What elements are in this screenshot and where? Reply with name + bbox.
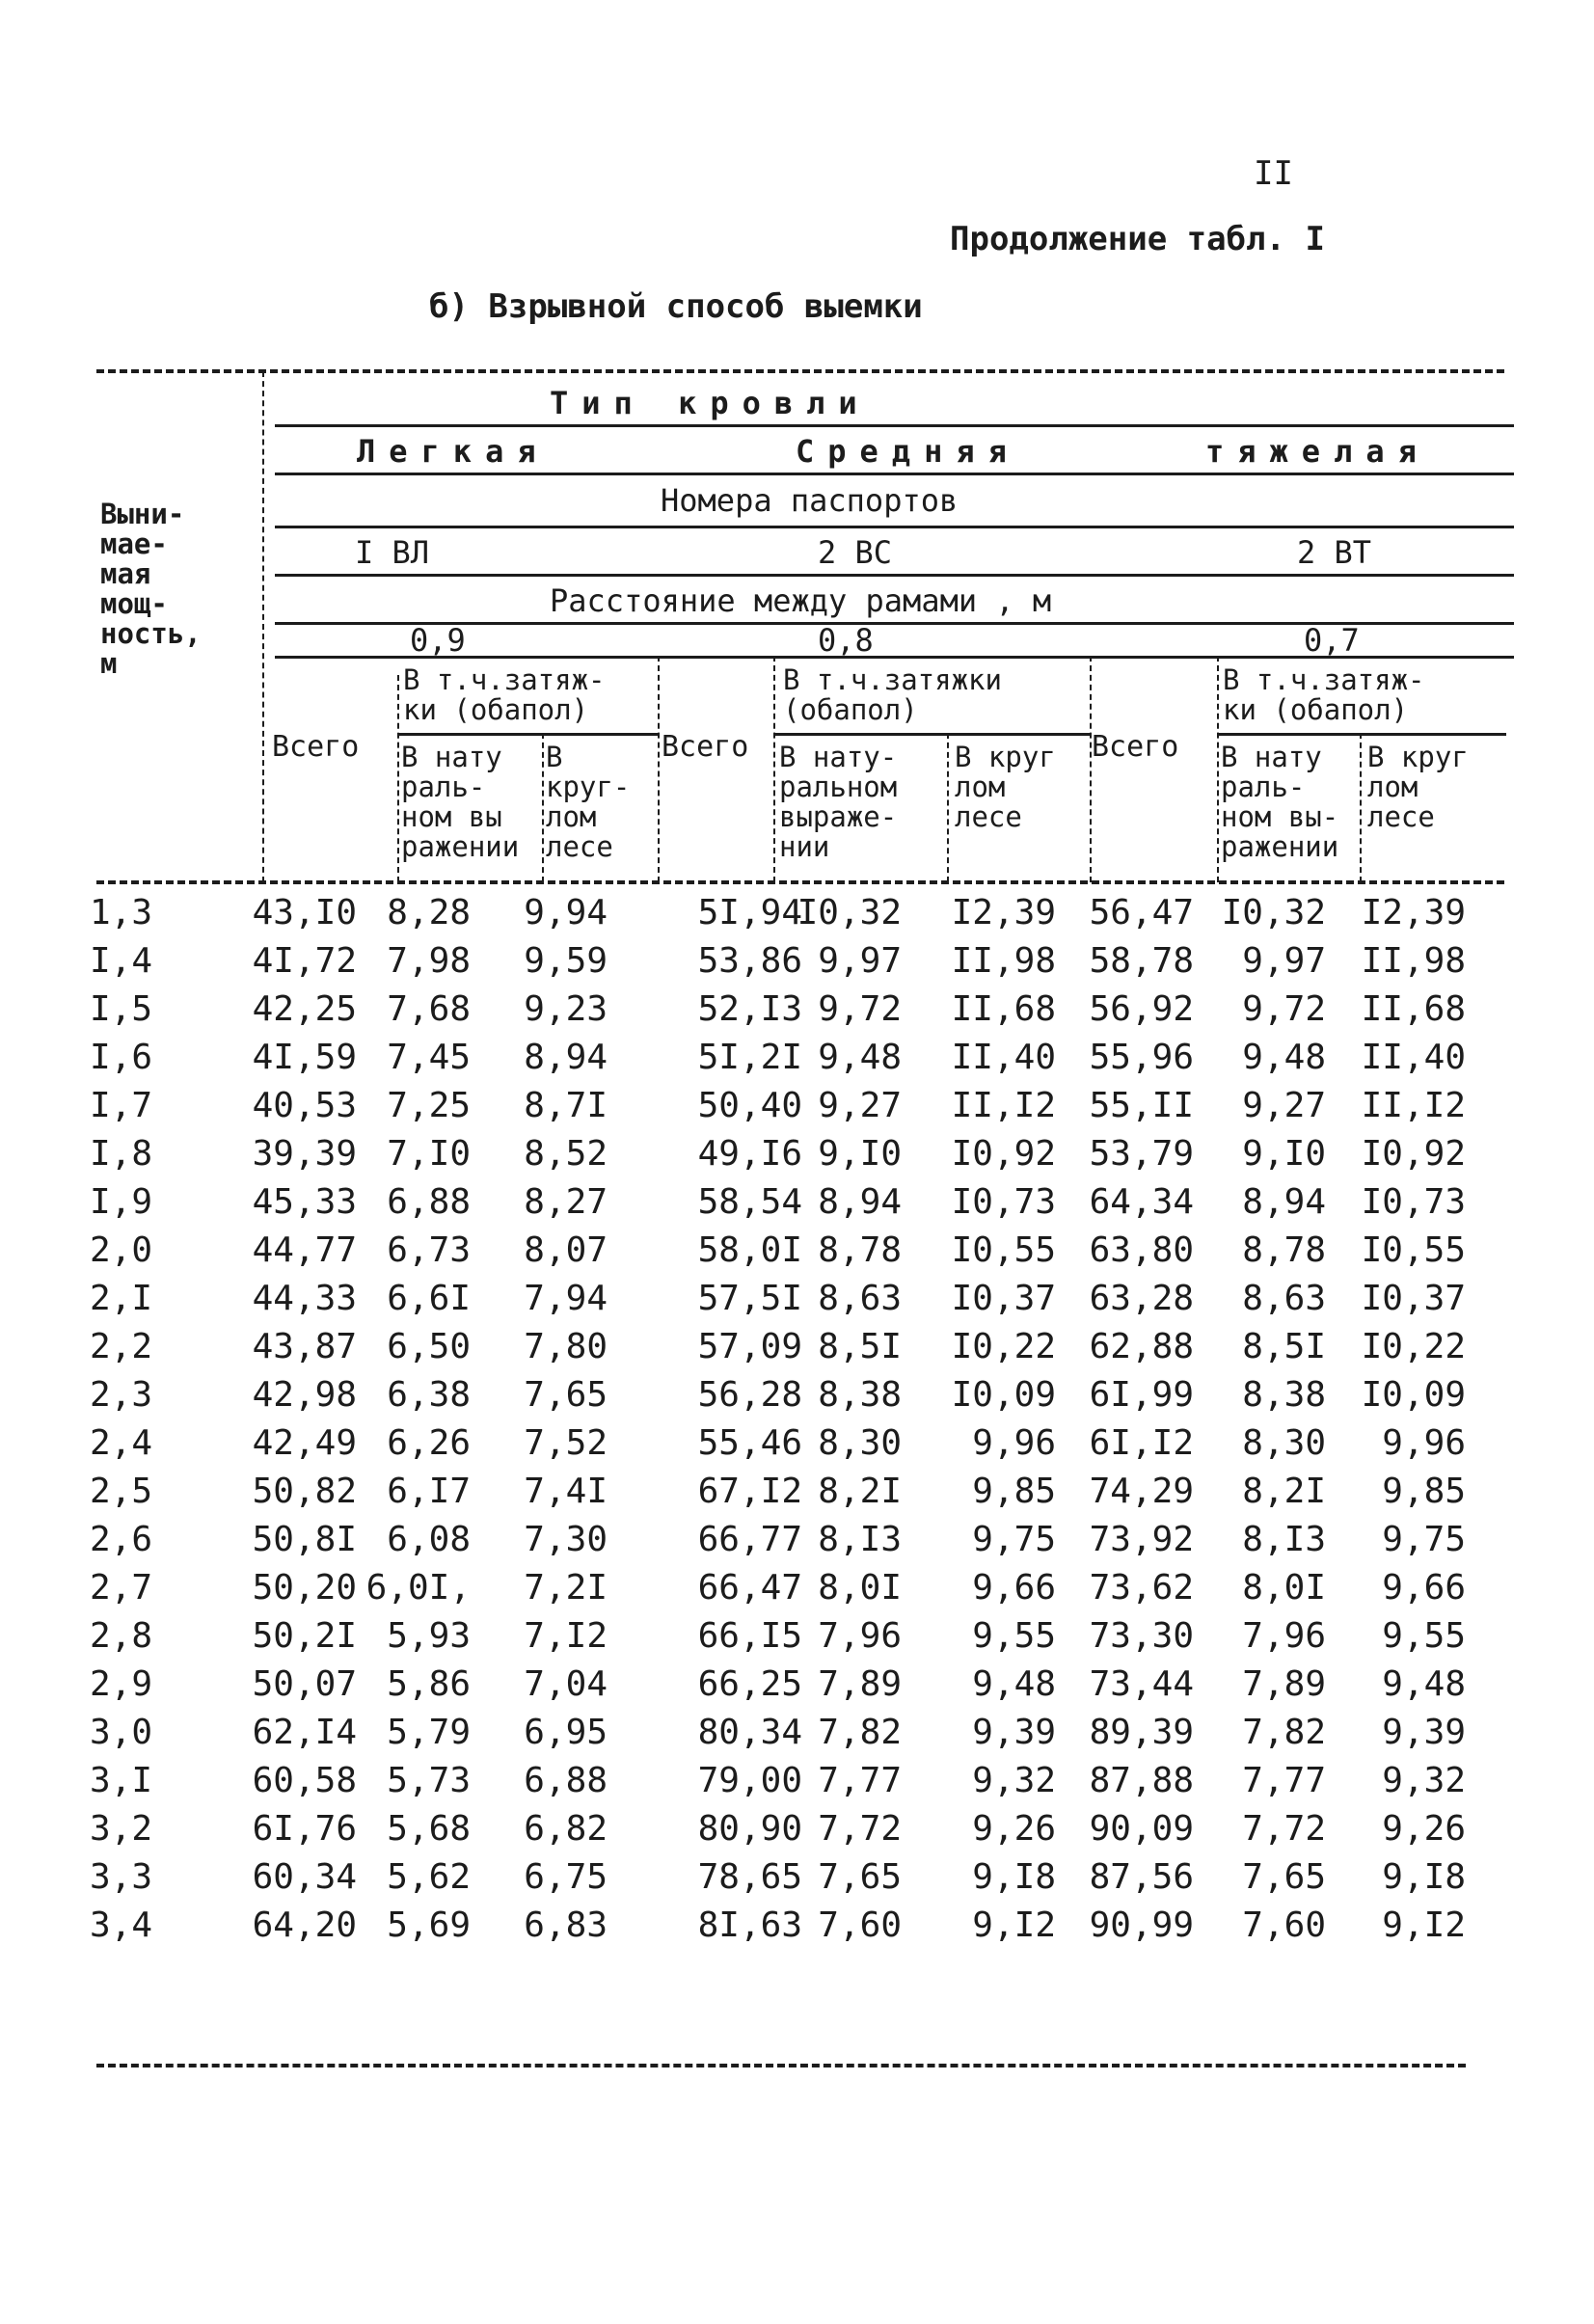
cell-total-3: 62,88 xyxy=(1089,1327,1194,1366)
header-divider xyxy=(1360,733,1362,882)
cell-natural-1: 6,26 xyxy=(387,1423,471,1463)
cell-natural-2: 8,5I xyxy=(818,1327,902,1366)
header-divider xyxy=(1217,656,1219,882)
cell-natural-2: 9,48 xyxy=(818,1038,902,1077)
cell-natural-3: 7,77 xyxy=(1242,1761,1326,1800)
cell-total-2: 5I,94 xyxy=(697,893,802,932)
header-divider xyxy=(542,733,544,882)
cell-round-2: 9,39 xyxy=(972,1713,1056,1752)
header-distance-2: 0,8 xyxy=(818,622,874,659)
cell-natural-2: 9,I0 xyxy=(818,1134,902,1174)
cell-round-1: 6,75 xyxy=(524,1857,608,1897)
cell-natural-1: 6,I7 xyxy=(387,1472,471,1511)
cell-round-1: 6,83 xyxy=(524,1905,608,1945)
table-row xyxy=(0,1757,1594,1805)
cell-thickness: I,8 xyxy=(89,1134,152,1174)
header-natural-3: В нату раль- ном вы- ражении xyxy=(1221,741,1339,863)
cell-round-2: 9,26 xyxy=(972,1809,1056,1849)
cell-total-1: 50,2I xyxy=(252,1616,357,1656)
cell-total-2: 49,I6 xyxy=(697,1134,802,1174)
header-round-3: В круг лом лесе xyxy=(1367,741,1469,833)
cell-round-3: II,40 xyxy=(1361,1038,1466,1077)
cell-total-3: 63,28 xyxy=(1089,1279,1194,1318)
cell-natural-3: 8,I3 xyxy=(1242,1520,1326,1559)
header-roof-medium: Средняя xyxy=(796,433,1020,470)
cell-total-2: 50,40 xyxy=(697,1086,802,1125)
cell-natural-1: 5,62 xyxy=(387,1857,471,1897)
cell-total-2: 8I,63 xyxy=(697,1905,802,1945)
table-row xyxy=(0,1805,1594,1853)
cell-thickness: 2,0 xyxy=(89,1230,152,1270)
cell-natural-2: 7,72 xyxy=(818,1809,902,1849)
cell-round-3: 9,55 xyxy=(1382,1616,1466,1656)
cell-total-2: 53,86 xyxy=(697,941,802,981)
cell-natural-2: 9,97 xyxy=(818,941,902,981)
header-rule xyxy=(773,733,1090,736)
cell-round-2: I0,37 xyxy=(951,1279,1056,1318)
cell-total-1: 45,33 xyxy=(252,1182,357,1222)
header-rule xyxy=(275,526,1514,528)
cell-total-1: 39,39 xyxy=(252,1134,357,1174)
cell-round-2: II,I2 xyxy=(951,1086,1056,1125)
cell-natural-3: 9,27 xyxy=(1242,1086,1326,1125)
header-total-3: Всего xyxy=(1092,730,1179,764)
header-total-1: Всего xyxy=(272,730,360,764)
cell-round-2: 9,I2 xyxy=(972,1905,1056,1945)
cell-total-1: 50,20 xyxy=(252,1568,357,1608)
header-passport-2: 2 ВС xyxy=(818,534,893,571)
cell-round-1: 7,94 xyxy=(524,1279,608,1318)
cell-round-1: 7,30 xyxy=(524,1520,608,1559)
cell-total-1: 42,49 xyxy=(252,1423,357,1463)
cell-total-3: 73,62 xyxy=(1089,1568,1194,1608)
table-row xyxy=(0,1371,1594,1419)
header-roof-light: Легкая xyxy=(357,433,550,470)
header-divider xyxy=(773,656,775,882)
cell-total-2: 66,25 xyxy=(697,1664,802,1704)
cell-round-3: 9,96 xyxy=(1382,1423,1466,1463)
cell-natural-1: 7,68 xyxy=(387,989,471,1029)
cell-thickness: 2,8 xyxy=(89,1616,152,1656)
header-rule xyxy=(275,424,1514,427)
cell-natural-1: 6,88 xyxy=(387,1182,471,1222)
cell-round-2: 9,48 xyxy=(972,1664,1056,1704)
header-passport-1: I ВЛ xyxy=(355,534,430,571)
cell-total-2: 57,5I xyxy=(697,1279,802,1318)
header-divider xyxy=(397,675,399,882)
cell-round-2: II,68 xyxy=(951,989,1056,1029)
cell-total-2: 58,54 xyxy=(697,1182,802,1222)
cell-round-3: I0,55 xyxy=(1361,1230,1466,1270)
table-row xyxy=(0,1419,1594,1468)
cell-thickness: 2,4 xyxy=(89,1423,152,1463)
cell-natural-3: 8,2I xyxy=(1242,1472,1326,1511)
cell-natural-3: 9,97 xyxy=(1242,941,1326,981)
cell-natural-1: 6,0I, xyxy=(365,1568,471,1608)
header-total-2: Всего xyxy=(662,730,749,764)
cell-total-3: 53,79 xyxy=(1089,1134,1194,1174)
cell-natural-3: 7,96 xyxy=(1242,1616,1326,1656)
header-round-2: В круг лом лесе xyxy=(955,741,1056,833)
cell-natural-1: 6,73 xyxy=(387,1230,471,1270)
cell-total-3: 55,96 xyxy=(1089,1038,1194,1077)
cell-natural-3: 9,I0 xyxy=(1242,1134,1326,1174)
cell-thickness: 2,3 xyxy=(89,1375,152,1415)
cell-total-3: 73,92 xyxy=(1089,1520,1194,1559)
cell-round-1: 8,52 xyxy=(524,1134,608,1174)
cell-round-2: I2,39 xyxy=(951,893,1056,932)
cell-natural-1: 5,79 xyxy=(387,1713,471,1752)
cell-natural-2: 8,I3 xyxy=(818,1520,902,1559)
cell-round-3: 9,I2 xyxy=(1382,1905,1466,1945)
cell-natural-3: 8,5I xyxy=(1242,1327,1326,1366)
cell-round-3: 9,66 xyxy=(1382,1568,1466,1608)
cell-natural-2: 8,30 xyxy=(818,1423,902,1463)
cell-total-1: 60,58 xyxy=(252,1761,357,1800)
cell-round-1: 6,88 xyxy=(524,1761,608,1800)
cell-total-2: 67,I2 xyxy=(697,1472,802,1511)
cell-thickness: 2,5 xyxy=(89,1472,152,1511)
section-subtitle: б) Взрывной способ выемки xyxy=(429,287,923,326)
table-row xyxy=(0,1130,1594,1178)
cell-thickness: I,9 xyxy=(89,1182,152,1222)
header-divider xyxy=(947,733,949,882)
cell-thickness: I,6 xyxy=(89,1038,152,1077)
cell-total-1: 6I,76 xyxy=(252,1809,357,1849)
cell-round-1: 7,4I xyxy=(524,1472,608,1511)
header-including-1: В т.ч.затяж- ки (обапол) xyxy=(403,663,606,726)
cell-total-3: 87,88 xyxy=(1089,1761,1194,1800)
cell-natural-3: 7,89 xyxy=(1242,1664,1326,1704)
header-roof-heavy: тяжелая xyxy=(1205,433,1430,470)
cell-round-1: 6,95 xyxy=(524,1713,608,1752)
cell-total-3: 74,29 xyxy=(1089,1472,1194,1511)
cell-round-1: 7,2I xyxy=(524,1568,608,1608)
cell-round-2: II,98 xyxy=(951,941,1056,981)
cell-natural-2: 9,72 xyxy=(818,989,902,1029)
cell-total-3: 63,80 xyxy=(1089,1230,1194,1270)
cell-total-1: 40,53 xyxy=(252,1086,357,1125)
cell-round-3: I2,39 xyxy=(1361,893,1466,932)
cell-round-2: 9,I8 xyxy=(972,1857,1056,1897)
cell-round-2: 9,85 xyxy=(972,1472,1056,1511)
cell-round-3: 9,75 xyxy=(1382,1520,1466,1559)
cell-round-1: 8,07 xyxy=(524,1230,608,1270)
cell-natural-2: 7,96 xyxy=(818,1616,902,1656)
cell-natural-2: 9,27 xyxy=(818,1086,902,1125)
cell-total-3: 73,30 xyxy=(1089,1616,1194,1656)
cell-total-2: 5I,2I xyxy=(697,1038,802,1077)
cell-round-3: II,I2 xyxy=(1361,1086,1466,1125)
table-row xyxy=(0,1564,1594,1612)
header-distance-1: 0,9 xyxy=(410,622,466,659)
cell-natural-3: 7,60 xyxy=(1242,1905,1326,1945)
cell-round-1: 8,7I xyxy=(524,1086,608,1125)
cell-natural-1: 7,25 xyxy=(387,1086,471,1125)
cell-natural-1: 6,6I xyxy=(387,1279,471,1318)
table-row xyxy=(0,1082,1594,1130)
table-row xyxy=(0,937,1594,986)
cell-natural-1: 5,86 xyxy=(387,1664,471,1704)
cell-thickness: 3,4 xyxy=(89,1905,152,1945)
cell-natural-2: 8,78 xyxy=(818,1230,902,1270)
column-header-thickness: Выни- мае- мая мощ- ность, м xyxy=(100,498,202,680)
cell-natural-3: 9,48 xyxy=(1242,1038,1326,1077)
cell-round-1: 7,I2 xyxy=(524,1616,608,1656)
cell-total-2: 66,77 xyxy=(697,1520,802,1559)
cell-natural-3: 8,78 xyxy=(1242,1230,1326,1270)
cell-natural-3: I0,32 xyxy=(1221,893,1326,932)
cell-thickness: I,7 xyxy=(89,1086,152,1125)
cell-total-2: 55,46 xyxy=(697,1423,802,1463)
table-row xyxy=(0,1853,1594,1902)
cell-natural-2: 8,38 xyxy=(818,1375,902,1415)
cell-total-3: 90,09 xyxy=(1089,1809,1194,1849)
cell-natural-3: 8,30 xyxy=(1242,1423,1326,1463)
cell-total-2: 58,0I xyxy=(697,1230,802,1270)
cell-round-1: 7,52 xyxy=(524,1423,608,1463)
cell-round-1: 9,59 xyxy=(524,941,608,981)
cell-natural-1: 5,73 xyxy=(387,1761,471,1800)
table-row xyxy=(0,1323,1594,1371)
cell-round-1: 8,27 xyxy=(524,1182,608,1222)
header-natural-2: В нату- ральном выраже- нии xyxy=(779,741,898,863)
cell-total-3: 58,78 xyxy=(1089,941,1194,981)
cell-total-1: 4I,72 xyxy=(252,941,357,981)
cell-round-2: II,40 xyxy=(951,1038,1056,1077)
cell-natural-1: 5,93 xyxy=(387,1616,471,1656)
table-row xyxy=(0,1902,1594,1950)
cell-natural-1: 7,45 xyxy=(387,1038,471,1077)
cell-total-1: 42,98 xyxy=(252,1375,357,1415)
cell-total-3: 55,II xyxy=(1089,1086,1194,1125)
cell-round-3: I0,09 xyxy=(1361,1375,1466,1415)
cell-round-1: 8,94 xyxy=(524,1038,608,1077)
cell-total-2: 80,34 xyxy=(697,1713,802,1752)
table-row xyxy=(0,1709,1594,1757)
cell-thickness: 3,3 xyxy=(89,1857,152,1897)
cell-natural-1: 6,08 xyxy=(387,1520,471,1559)
cell-total-1: 44,33 xyxy=(252,1279,357,1318)
cell-natural-2: 7,89 xyxy=(818,1664,902,1704)
table-continuation-label: Продолжение табл. I xyxy=(950,220,1325,258)
cell-total-3: 89,39 xyxy=(1089,1713,1194,1752)
cell-total-3: 87,56 xyxy=(1089,1857,1194,1897)
cell-natural-1: 5,68 xyxy=(387,1809,471,1849)
cell-total-1: 44,77 xyxy=(252,1230,357,1270)
cell-round-3: I0,73 xyxy=(1361,1182,1466,1222)
cell-natural-2: 8,2I xyxy=(818,1472,902,1511)
header-passports: Номера паспортов xyxy=(661,482,959,519)
cell-round-1: 7,65 xyxy=(524,1375,608,1415)
cell-thickness: 3,I xyxy=(89,1761,152,1800)
cell-round-1: 7,80 xyxy=(524,1327,608,1366)
cell-total-2: 52,I3 xyxy=(697,989,802,1029)
cell-total-3: 73,44 xyxy=(1089,1664,1194,1704)
cell-natural-2: 7,82 xyxy=(818,1713,902,1752)
cell-round-2: I0,92 xyxy=(951,1134,1056,1174)
cell-round-1: 9,23 xyxy=(524,989,608,1029)
header-passport-3: 2 ВТ xyxy=(1297,534,1372,571)
cell-natural-1: 8,28 xyxy=(387,893,471,932)
cell-round-3: 9,39 xyxy=(1382,1713,1466,1752)
cell-total-1: 42,25 xyxy=(252,989,357,1029)
header-divider xyxy=(1090,656,1092,882)
cell-total-3: 56,47 xyxy=(1089,893,1194,932)
cell-thickness: 2,2 xyxy=(89,1327,152,1366)
cell-total-3: 6I,I2 xyxy=(1089,1423,1194,1463)
cell-natural-2: 8,63 xyxy=(818,1279,902,1318)
cell-round-3: I0,37 xyxy=(1361,1279,1466,1318)
cell-natural-1: 7,I0 xyxy=(387,1134,471,1174)
cell-natural-1: 6,38 xyxy=(387,1375,471,1415)
header-round-1: В круг- лом лесе xyxy=(546,741,631,863)
cell-round-3: 9,32 xyxy=(1382,1761,1466,1800)
cell-natural-3: 9,72 xyxy=(1242,989,1326,1029)
table-row xyxy=(0,1227,1594,1275)
cell-natural-2: 7,65 xyxy=(818,1857,902,1897)
table-row xyxy=(0,1661,1594,1709)
cell-total-1: 60,34 xyxy=(252,1857,357,1897)
cell-round-3: 9,26 xyxy=(1382,1809,1466,1849)
cell-thickness: 2,7 xyxy=(89,1568,152,1608)
table-row xyxy=(0,889,1594,937)
cell-thickness: 2,9 xyxy=(89,1664,152,1704)
cell-total-2: 56,28 xyxy=(697,1375,802,1415)
cell-round-2: I0,55 xyxy=(951,1230,1056,1270)
cell-round-1: 9,94 xyxy=(524,893,608,932)
header-roof-type: Тип кровли xyxy=(550,385,871,421)
cell-total-3: 56,92 xyxy=(1089,989,1194,1029)
cell-natural-2: 7,60 xyxy=(818,1905,902,1945)
cell-thickness: 1,3 xyxy=(89,893,152,932)
cell-round-2: 9,96 xyxy=(972,1423,1056,1463)
cell-thickness: 2,6 xyxy=(89,1520,152,1559)
header-rule xyxy=(397,733,658,736)
cell-total-3: 6I,99 xyxy=(1089,1375,1194,1415)
cell-natural-2: I0,32 xyxy=(797,893,902,932)
cell-natural-3: 8,94 xyxy=(1242,1182,1326,1222)
header-including-3: В т.ч.затяж- ки (обапол) xyxy=(1223,663,1425,726)
header-divider xyxy=(262,371,264,882)
header-frame-distance: Расстояние между рамами , м xyxy=(550,582,1052,619)
cell-round-2: I0,22 xyxy=(951,1327,1056,1366)
cell-total-2: 66,I5 xyxy=(697,1616,802,1656)
cell-natural-3: 7,65 xyxy=(1242,1857,1326,1897)
cell-round-1: 7,04 xyxy=(524,1664,608,1704)
table-row xyxy=(0,1612,1594,1661)
table-bottom-rule xyxy=(96,2064,1466,2067)
table-top-rule xyxy=(96,369,1504,373)
table-row xyxy=(0,1275,1594,1323)
cell-thickness: I,5 xyxy=(89,989,152,1029)
cell-round-3: 9,85 xyxy=(1382,1472,1466,1511)
cell-total-1: 43,87 xyxy=(252,1327,357,1366)
header-distance-3: 0,7 xyxy=(1304,622,1360,659)
cell-total-1: 50,82 xyxy=(252,1472,357,1511)
header-rule xyxy=(275,473,1514,475)
cell-round-2: 9,75 xyxy=(972,1520,1056,1559)
cell-total-1: 62,I4 xyxy=(252,1713,357,1752)
cell-round-2: 9,66 xyxy=(972,1568,1056,1608)
cell-total-2: 66,47 xyxy=(697,1568,802,1608)
cell-round-3: II,98 xyxy=(1361,941,1466,981)
cell-round-1: 6,82 xyxy=(524,1809,608,1849)
cell-total-1: 4I,59 xyxy=(252,1038,357,1077)
cell-thickness: 3,2 xyxy=(89,1809,152,1849)
cell-natural-3: 8,63 xyxy=(1242,1279,1326,1318)
cell-natural-3: 8,38 xyxy=(1242,1375,1326,1415)
cell-natural-1: 6,50 xyxy=(387,1327,471,1366)
table-row xyxy=(0,1034,1594,1082)
cell-thickness: 3,0 xyxy=(89,1713,152,1752)
cell-round-3: I0,92 xyxy=(1361,1134,1466,1174)
table-row xyxy=(0,986,1594,1034)
cell-total-3: 90,99 xyxy=(1089,1905,1194,1945)
cell-natural-1: 5,69 xyxy=(387,1905,471,1945)
cell-round-3: 9,I8 xyxy=(1382,1857,1466,1897)
cell-total-2: 79,00 xyxy=(697,1761,802,1800)
cell-total-1: 50,07 xyxy=(252,1664,357,1704)
cell-natural-3: 7,72 xyxy=(1242,1809,1326,1849)
cell-natural-3: 7,82 xyxy=(1242,1713,1326,1752)
cell-total-1: 64,20 xyxy=(252,1905,357,1945)
cell-total-1: 43,I0 xyxy=(252,893,357,932)
cell-round-3: I0,22 xyxy=(1361,1327,1466,1366)
page-number: II xyxy=(1254,154,1293,193)
cell-round-3: II,68 xyxy=(1361,989,1466,1029)
cell-total-2: 57,09 xyxy=(697,1327,802,1366)
cell-round-2: 9,55 xyxy=(972,1616,1056,1656)
cell-natural-2: 7,77 xyxy=(818,1761,902,1800)
header-divider xyxy=(658,656,660,882)
header-rule xyxy=(1217,733,1506,736)
header-rule xyxy=(275,574,1514,577)
cell-thickness: 2,I xyxy=(89,1279,152,1318)
table-row xyxy=(0,1178,1594,1227)
table-row xyxy=(0,1468,1594,1516)
cell-round-3: 9,48 xyxy=(1382,1664,1466,1704)
cell-total-2: 80,90 xyxy=(697,1809,802,1849)
cell-natural-1: 7,98 xyxy=(387,941,471,981)
table-row xyxy=(0,1516,1594,1564)
cell-total-1: 50,8I xyxy=(252,1520,357,1559)
header-including-2: В т.ч.затяжки (обапол) xyxy=(783,663,1002,726)
cell-natural-2: 8,0I xyxy=(818,1568,902,1608)
header-bottom-rule xyxy=(96,880,1504,884)
cell-natural-2: 8,94 xyxy=(818,1182,902,1222)
cell-round-2: 9,32 xyxy=(972,1761,1056,1800)
cell-total-2: 78,65 xyxy=(697,1857,802,1897)
cell-thickness: I,4 xyxy=(89,941,152,981)
cell-round-2: I0,73 xyxy=(951,1182,1056,1222)
cell-total-3: 64,34 xyxy=(1089,1182,1194,1222)
cell-natural-3: 8,0I xyxy=(1242,1568,1326,1608)
header-natural-1: В нату раль- ном вы ражении xyxy=(401,741,520,863)
cell-round-2: I0,09 xyxy=(951,1375,1056,1415)
